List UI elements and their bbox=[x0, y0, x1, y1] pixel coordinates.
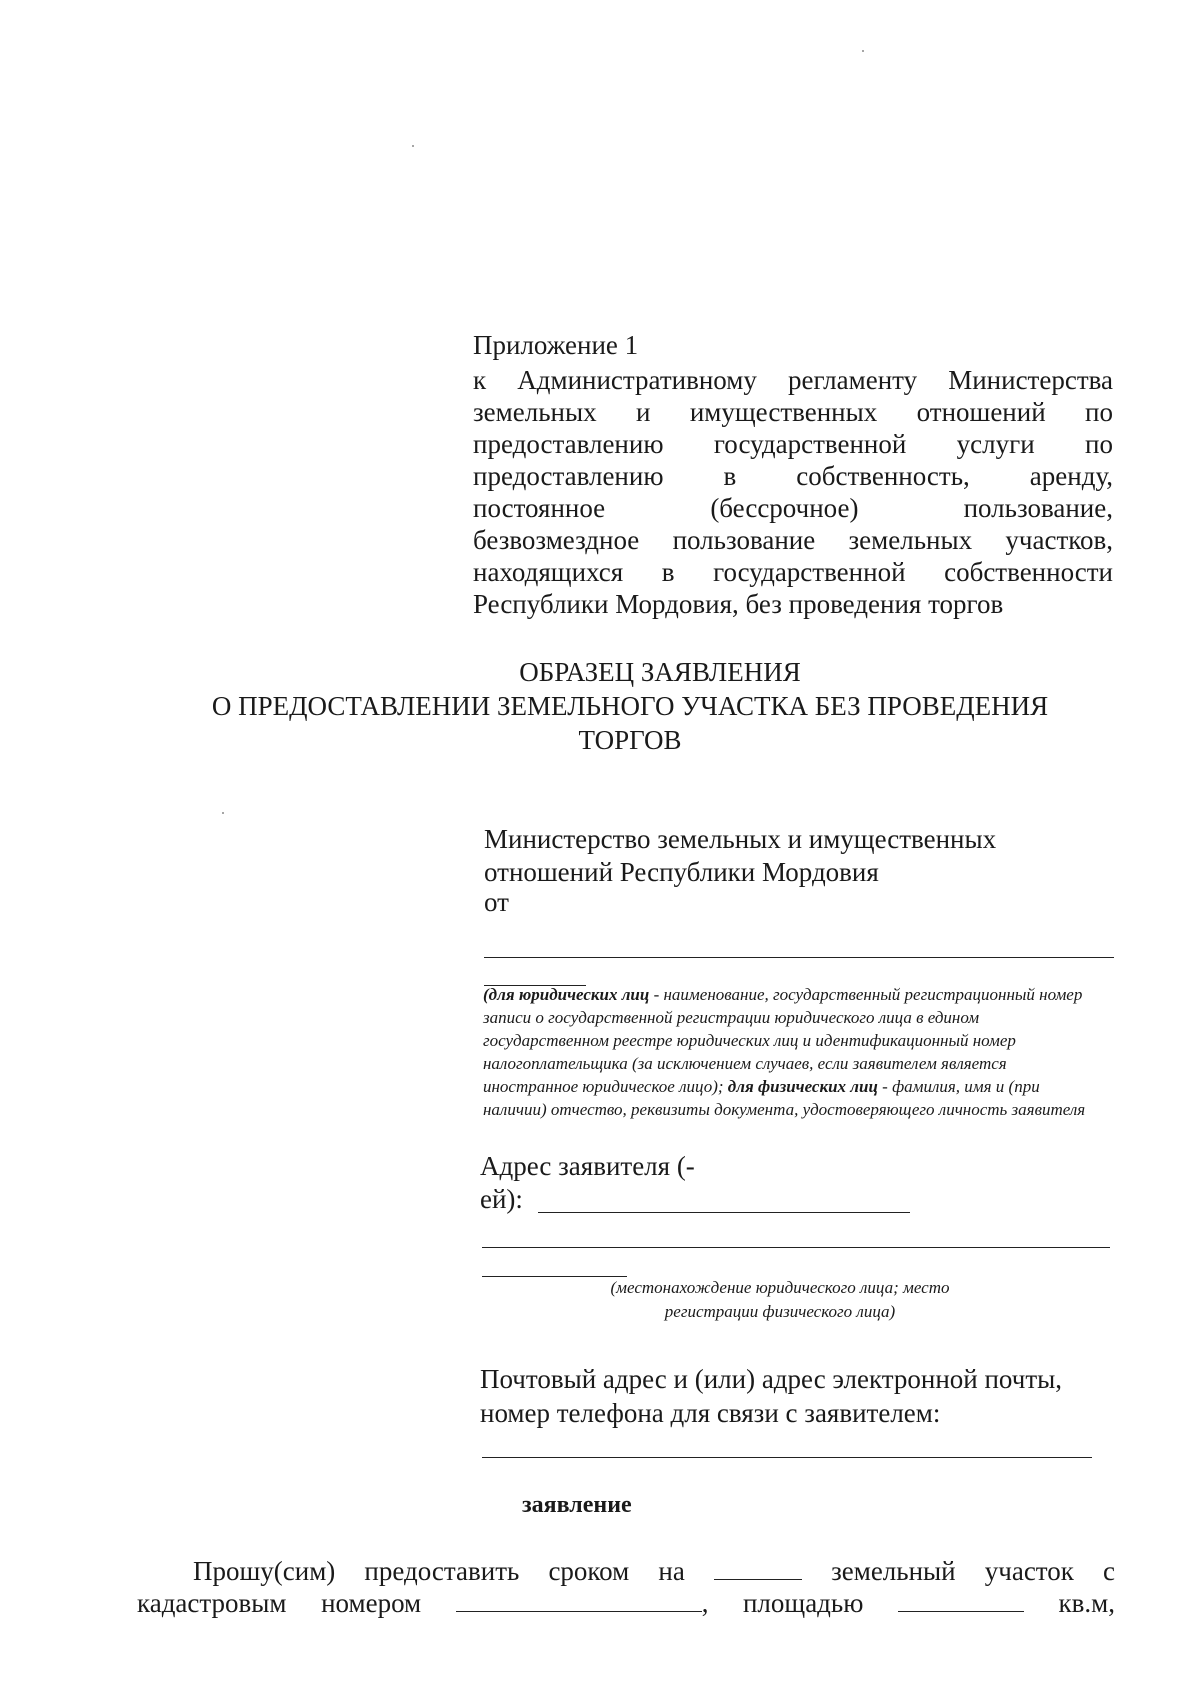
appendix-line: находящихся в государственной собственности bbox=[473, 557, 1113, 587]
cadastral-number-blank bbox=[456, 1610, 702, 1612]
statement-word: на bbox=[658, 1556, 685, 1586]
scan-speck bbox=[222, 812, 224, 814]
statement-word: кв.м, bbox=[1058, 1588, 1115, 1618]
heading-line: ОБРАЗЕЦ ЗАЯВЛЕНИЯ bbox=[519, 657, 801, 687]
address-label-line: Адрес заявителя (- bbox=[480, 1151, 695, 1181]
applicant-name-line bbox=[484, 957, 1114, 958]
term-blank bbox=[714, 1578, 802, 1580]
statement-title: заявление bbox=[522, 1492, 632, 1518]
heading-line: О ПРЕДОСТАВЛЕНИИ ЗЕМЕЛЬНОГО УЧАСТКА БЕЗ ПРОВЕДЕНИЯ bbox=[211, 691, 1049, 721]
postal-label-line: Почтовый адрес и (или) адрес электронной почты, bbox=[480, 1364, 1063, 1394]
addressee-line: Министерство земельных и имущественных bbox=[484, 824, 997, 854]
legal-entities-text: - наименование, государственный регистрационный номер записи о государственной регистрации юридического лица в едином государственном реестре юридических лиц и идентификационный номер налогоплательщика (за исключением случаев, если заявителем является иностранное юридическое лицо); bbox=[483, 985, 1083, 1096]
statement-body-line-1 bbox=[193, 1556, 1115, 1587]
scan-speck bbox=[412, 145, 414, 147]
postal-label-line: номер телефона для связи с заявителем: bbox=[480, 1398, 941, 1428]
appendix-title: Приложение 1 bbox=[473, 330, 639, 360]
statement-word: предоставить bbox=[364, 1556, 520, 1586]
appendix-reference bbox=[473, 364, 1113, 620]
statement-word: площадью bbox=[742, 1588, 864, 1618]
statement-word: Прошу(сим) bbox=[193, 1556, 336, 1586]
from-label: от bbox=[484, 887, 509, 917]
postal-contact-label bbox=[480, 1362, 1062, 1430]
statement-word: кадастровым bbox=[137, 1588, 287, 1618]
statement-body-line-2 bbox=[137, 1588, 1115, 1619]
applicant-address-label bbox=[480, 1150, 695, 1216]
applicant-requisites-note bbox=[483, 983, 1103, 1121]
statement-word: участок bbox=[984, 1556, 1074, 1586]
appendix-line: постоянное (бессрочное) пользование, bbox=[473, 493, 1113, 523]
statement-word: земельный bbox=[831, 1556, 956, 1586]
individuals-label: для физических лиц bbox=[727, 1077, 878, 1096]
postal-contact-field-line bbox=[482, 1457, 1092, 1458]
address-note-line: (местонахождение юридического лица; место bbox=[610, 1278, 950, 1297]
legal-entities-label: (для юридических лиц bbox=[483, 985, 650, 1004]
heading-line: ТОРГОВ bbox=[578, 725, 682, 755]
appendix-line: Республики Мордовия, без проведения торгов bbox=[473, 589, 1004, 619]
statement-word: с bbox=[1102, 1556, 1115, 1586]
addressee-line: отношений Республики Мордовия bbox=[484, 857, 879, 887]
appendix-line: предоставлению государственной услуги по bbox=[473, 429, 1113, 459]
address-field-line bbox=[538, 1212, 910, 1213]
scan-speck bbox=[862, 50, 864, 52]
statement-word: , bbox=[701, 1588, 709, 1618]
address-note bbox=[560, 1276, 1000, 1324]
statement-word: сроком bbox=[548, 1556, 630, 1586]
statement-word: номером bbox=[321, 1588, 422, 1618]
address-label-line: ей): bbox=[480, 1184, 523, 1214]
address-note-line: регистрации физического лица) bbox=[664, 1302, 896, 1321]
appendix-line: безвозмездное пользование земельных участков, bbox=[473, 525, 1113, 555]
appendix-line: к Административному регламенту Министерства bbox=[473, 365, 1113, 395]
address-field-line-2 bbox=[482, 1247, 1110, 1248]
appendix-line: предоставлению в собственность, аренду, bbox=[473, 461, 1113, 491]
area-blank bbox=[898, 1610, 1024, 1612]
appendix-line: земельных и имущественных отношений по bbox=[473, 397, 1113, 427]
individuals-text: - фамилия, имя и (при наличии) отчество, реквизиты документа, удостоверяющего личность заявителя bbox=[483, 1077, 1086, 1119]
addressee bbox=[484, 823, 996, 889]
